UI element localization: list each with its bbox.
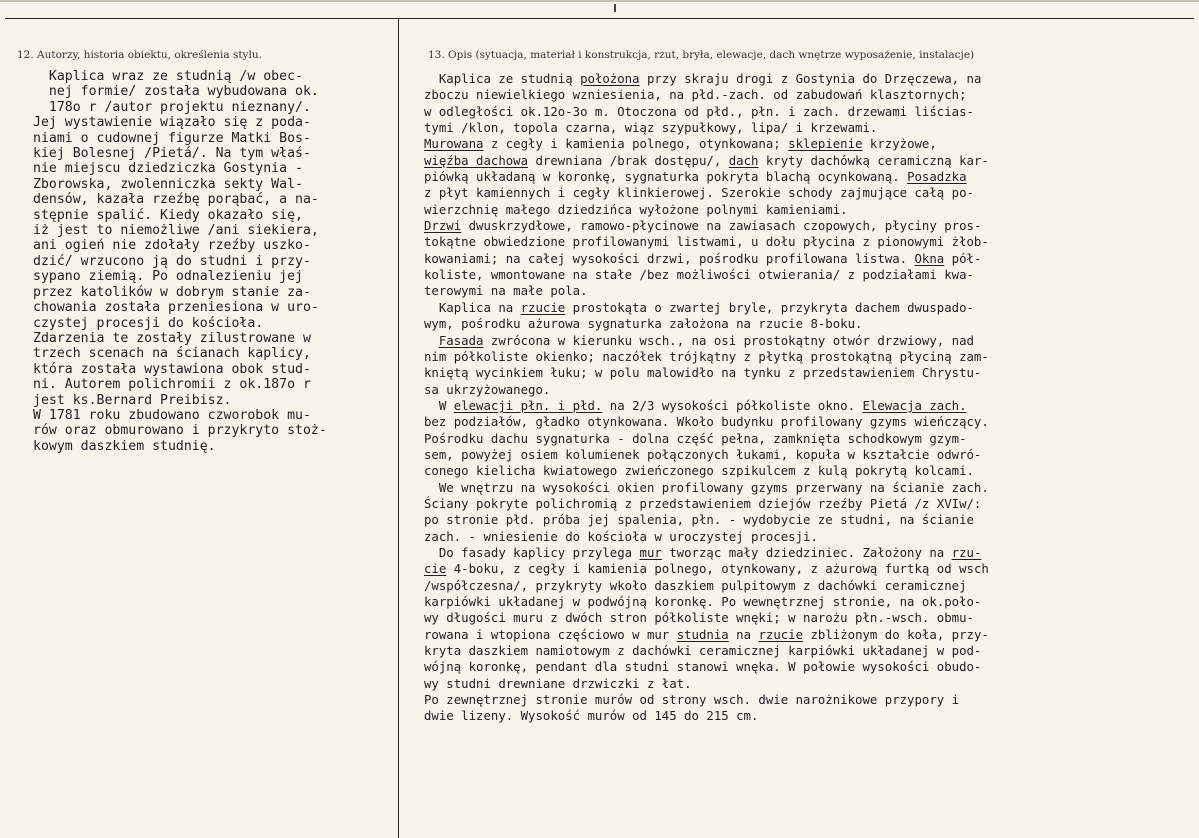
text-segment: drewniana /brak dostępu/,: [528, 153, 729, 168]
description-line: [424, 333, 989, 349]
text-segment: sa ukrzyżowanego.: [424, 382, 551, 397]
history-line: dzić/ wrzucono ją do studni i przy-: [33, 253, 311, 269]
text-segment: koliste, wmontowane na stałe /bez możliwości otwierania/ z podziałami kwa-: [424, 268, 974, 283]
history-text: [33, 69, 327, 454]
history-line: Zdarzenia te zostały zilustrowane w: [33, 330, 311, 346]
section-13-header: 13. Opis (sytuacja, materiał i konstrukcja, rzut, bryła, elewacje, dach wnętrze wyposażenie, instalacje): [428, 49, 975, 61]
text-segment: wy studni drewniane drzwiczki z łat.: [424, 676, 692, 691]
text-segment: [424, 334, 439, 348]
text-segment: tymi /klon, topola czarna, wiąz szypułkowy, lipa/ i krzewami.: [424, 121, 878, 136]
underlined-term: cie: [424, 562, 447, 577]
description-line: [424, 218, 989, 234]
underlined-term: Okna: [914, 251, 945, 266]
text-segment: zach. - wniesienie do kościoła w uroczystej procesji.: [424, 529, 818, 544]
text-segment: przy skraju drogi z Gostynia do Drzęczewa, na: [639, 72, 982, 86]
description-line: [424, 561, 989, 577]
text-segment: terowymi na małe pola.: [424, 284, 588, 299]
description-line: [424, 578, 989, 594]
text-segment: prostokąta o zwartej bryle, przykryta dachem dwuspado-: [565, 300, 974, 315]
column-divider: [398, 19, 399, 838]
underlined-term: więźba dachowa: [424, 153, 529, 168]
description-line: [424, 529, 989, 545]
description-line: [424, 300, 989, 316]
history-line: ni. Autorem polichromii z ok.187o r: [33, 377, 311, 393]
history-line: sypano ziemią. Po odnalezieniu jej: [33, 269, 303, 285]
text-segment: nim półkoliste okienko; naczółek trójkątny z płytką prostokątną płyciną zam-: [424, 349, 989, 364]
description-line: [424, 512, 989, 528]
text-segment: tokątne obwiedzione profilowanymi listwami, u dołu płycina z pionowymi żłob-: [424, 235, 989, 250]
text-segment: tworząc mały dziedziniec. Założony na: [661, 545, 952, 560]
description-line: [424, 316, 989, 332]
text-segment: na 2/3 wysokości półkoliste okno.: [602, 398, 863, 413]
underlined-term: dach: [728, 153, 759, 168]
text-segment: W: [424, 398, 454, 413]
history-line: przez katolików w dobrym stanie za-: [33, 284, 311, 300]
description-line: [424, 104, 989, 120]
description-line: [424, 169, 989, 185]
underlined-term: Drzwi: [424, 219, 462, 234]
history-line: nej formie/ została wybudowana ok.: [33, 84, 319, 100]
text-segment: sem, powyżej osiem kolumienek połączonych łukami, kopuła w kształcie odwró-: [424, 447, 982, 462]
text-segment: dwuskrzydłowe, ramowo-płycinowe na zawiasach czopowych, płyciny pros-: [461, 219, 982, 234]
description-line: [424, 447, 989, 463]
description-line: [424, 692, 989, 708]
top-tick-mark: [614, 4, 616, 12]
underlined-term: mur: [639, 545, 662, 560]
description-line: [424, 610, 989, 626]
description-line: [424, 480, 989, 496]
history-line: iż jest to niemożliwe /ani siekiera,: [33, 223, 319, 239]
description-line: [424, 398, 989, 414]
description-text: [424, 71, 989, 725]
text-segment: z płyt kamiennych i cegły klinkierowej. Szerokie schody zajmujące całą po-: [424, 186, 974, 201]
history-line: Kaplica wraz ze studnią /w obec-: [33, 69, 303, 84]
underlined-term: rzucie: [520, 300, 566, 315]
underlined-term: położona: [580, 72, 640, 86]
description-line: [424, 708, 989, 724]
description-line: [424, 185, 989, 201]
text-segment: wierzchnię małego dziedzińca wyłożone polnymi kamieniami.: [424, 202, 848, 217]
history-line: densów, kazała rzeźbę porąbać, a na-: [33, 192, 319, 208]
text-segment: po stronie płd. próba jej spalenia, płn. - wydobycie ze studni, na ścianie: [424, 513, 974, 528]
text-segment: 4-boku, z cegły i kamienia polnego, otynkowany, z ażurową furtką od wsch: [446, 562, 989, 577]
text-segment: z cegły i kamienia polnego, otynkowana;: [483, 137, 789, 152]
history-line: trzech scenach na ścianach kaplicy,: [33, 346, 311, 362]
text-segment: pół-: [944, 251, 982, 266]
description-line: [424, 545, 989, 561]
description-line: [424, 71, 989, 87]
underlined-term: studnia: [676, 627, 729, 642]
text-segment: We wnętrzu na wysokości okien profilowany gzyms przerwany na ścianie zach.: [424, 480, 989, 495]
text-segment: karpiówki układanej w podwójną koronkę. Po wewnętrznej stronie, na ok.poło-: [424, 595, 982, 609]
description-line: [424, 496, 989, 512]
history-line: Jej wystawienie wiązało się z poda-: [33, 115, 311, 131]
text-segment: zwrócona w kierunku wsch., na osi prostokątny otwór drzwiowy, nad: [483, 333, 974, 348]
description-line: [424, 87, 989, 103]
text-segment: zboczu niewielkiego wzniesienia, na płd.-zach. od zabudowań klasztornych;: [424, 88, 967, 103]
history-line: która została wystawiona obok stud-: [33, 361, 311, 377]
text-segment: /współczesna/, przykryty wkoło daszkiem pulpitowym z dachówki ceramicznej: [424, 578, 967, 593]
text-segment: kryty dachówką ceramiczną kar-: [758, 153, 989, 168]
text-segment: Pośrodku dachu sygnaturka - dolna część pełna, zamknięta schodkowym gzym-: [424, 431, 967, 446]
text-segment: bez podziałów, gładko otynkowana. Wkoło budynku profilowany gzyms wieńczący.: [424, 415, 989, 430]
description-line: [424, 431, 989, 447]
description-line: [424, 594, 989, 610]
history-line: jest ks.Bernard Preibisz.: [33, 392, 232, 408]
history-line: nie miejscu dziedziczka Gostynia -: [33, 161, 303, 177]
history-line: kiej Bolesnej /Pietá/. Na tym właś-: [33, 146, 311, 162]
description-line: [424, 643, 989, 659]
description-line: [424, 349, 989, 365]
underlined-term: Fasada: [438, 333, 484, 348]
underlined-term: rzucie: [758, 627, 804, 642]
history-line: W 1781 roku zbudowano czworobok mu-: [33, 407, 311, 423]
text-segment: Kaplica ze studnią: [424, 72, 581, 86]
history-line: 178o r /autor projektu nieznany/.: [33, 99, 311, 115]
description-line: [424, 120, 989, 136]
underlined-term: Elewacja zach.: [862, 398, 967, 413]
text-segment: zbliżonym do koła, przy-: [803, 627, 989, 642]
underlined-term: sklepienie: [788, 137, 863, 152]
description-line: [424, 234, 989, 250]
history-line: stępnie spalić. Kiedy okazało się,: [33, 207, 303, 223]
text-segment: dwie lizeny. Wysokość murów od 145 do 215 cm.: [424, 709, 759, 724]
description-line: [424, 659, 989, 675]
description-line: [424, 463, 989, 479]
description-line: [424, 382, 989, 398]
underlined-term: rzu-: [951, 545, 982, 560]
description-line: [424, 153, 989, 169]
history-line: Zborowska, zwolenniczka sekty Wal-: [33, 176, 303, 192]
section-12-header: 12. Autorzy, historia obiektu, określenia stylu.: [17, 49, 262, 61]
description-line: [424, 267, 989, 283]
underlined-term: elewacji płn. i płd.: [453, 398, 603, 413]
history-line: czystej procesji do kościoła.: [33, 315, 264, 331]
text-segment: kryta daszkiem namiotowym z dachówki ceramicznej karpiówki układanej w pod-: [424, 644, 982, 659]
description-line: [424, 136, 989, 152]
history-line: niami o cudownej figurze Matki Bos-: [33, 130, 311, 146]
text-segment: na: [728, 627, 759, 642]
text-segment: wójną koronkę, pendant dla studni stanowi wnęka. W połowie wysokości obudo-: [424, 660, 982, 675]
history-line: ani ogień nie zdołały rzeźby uszko-: [33, 238, 311, 254]
underlined-term: Posadzka: [907, 170, 967, 185]
description-line: [424, 627, 989, 643]
text-segment: Kaplica na: [424, 300, 521, 315]
description-line: [424, 202, 989, 218]
history-line: kowym daszkiem studnię.: [33, 438, 216, 454]
text-segment: wym, pośrodku ażurowa sygnaturka założona na rzucie 8-boku.: [424, 317, 863, 332]
history-line: chowania została przeniesiona w uro-: [33, 300, 319, 316]
text-segment: Po zewnętrznej stronie murów od strony wsch. dwie narożnikowe przypory i: [424, 693, 960, 708]
description-line: [424, 283, 989, 299]
text-segment: piówką układaną w koronkę, sygnaturka pokryta blachą ocynkowaną.: [424, 170, 908, 185]
description-line: [424, 676, 989, 692]
text-segment: Do fasady kaplicy przylega: [424, 545, 640, 560]
text-segment: kowaniami; na całej wysokości drzwi, pośrodku profilowana listwa.: [424, 251, 915, 266]
header-rule: [5, 18, 1194, 19]
underlined-term: Murowana: [424, 137, 484, 152]
text-segment: wy długości muru z dwóch stron półkoliste wnęki; w narożu płn.-wsch. obmu-: [424, 611, 974, 626]
description-line: [424, 414, 989, 430]
text-segment: conego kielicha kwiatowego zwieńczonego szpikulcem z kulą pokrytą kolcami.: [424, 464, 974, 479]
text-segment: w odległości ok.12o-3o m. Otoczona od płd., płn. i zach. drzewami liścias-: [424, 104, 974, 119]
history-line: rów oraz obmurowano i przykryto stoż-: [33, 423, 327, 439]
text-segment: kniętą wycinkiem łuku; w polu malowidło na tynku z przedstawieniem Chrystu-: [424, 366, 982, 381]
text-segment: krzyżowe,: [862, 137, 937, 152]
description-line: [424, 365, 989, 381]
text-segment: Ściany pokryte polichromią z przedstawieniem dziejów rzeźby Pietá /z XVIw/:: [424, 496, 982, 511]
description-line: [424, 251, 989, 267]
text-segment: rowana i wtopiona częściowo w mur: [424, 627, 677, 642]
